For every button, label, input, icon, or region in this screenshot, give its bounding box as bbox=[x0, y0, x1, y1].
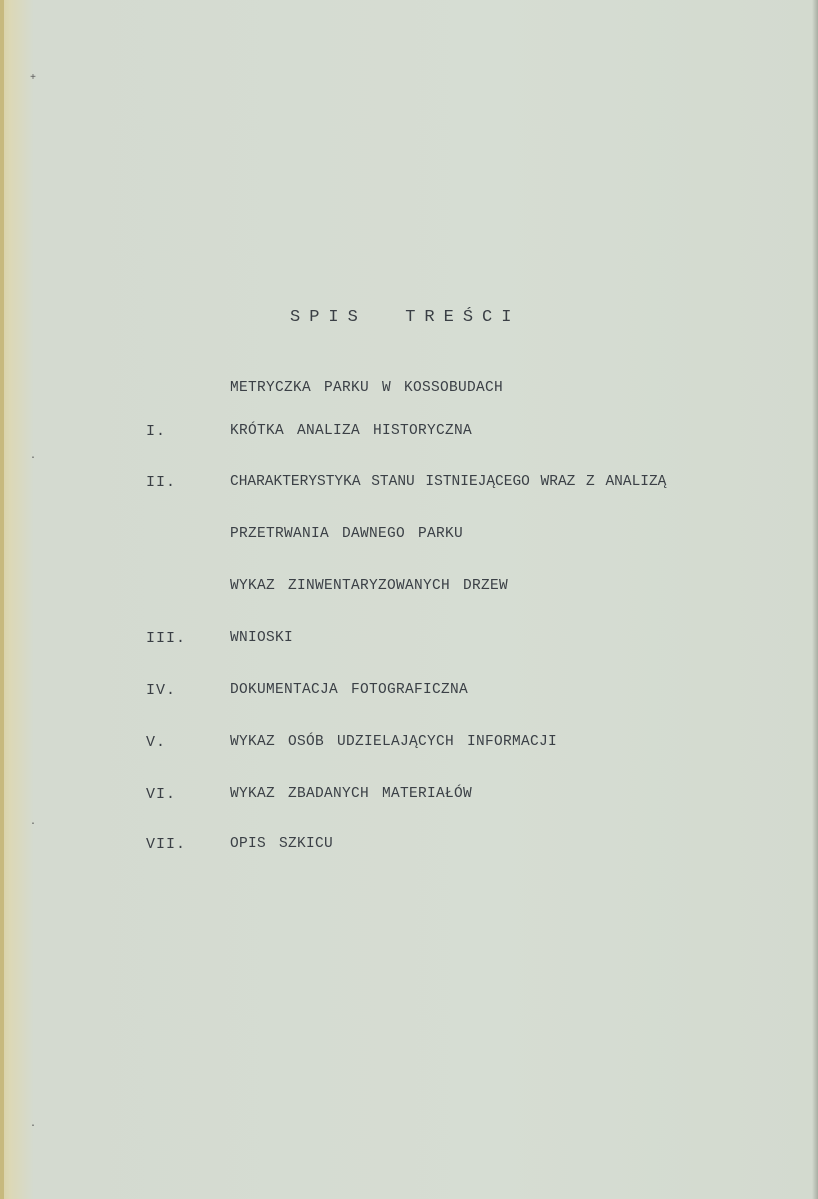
punch-mark: · bbox=[30, 1121, 37, 1132]
toc-entry bbox=[0, 578, 818, 604]
toc-number: II. bbox=[146, 474, 177, 491]
toc-number: IV. bbox=[146, 682, 177, 699]
toc-number: I. bbox=[146, 423, 167, 440]
toc-entry bbox=[0, 786, 818, 812]
toc-text: OPIS SZKICU bbox=[230, 836, 334, 852]
toc-text: PRZETRWANIA DAWNEGO PARKU bbox=[230, 526, 464, 542]
punch-mark: · bbox=[30, 453, 37, 464]
toc-number: V. bbox=[146, 734, 167, 751]
toc-entry bbox=[0, 380, 818, 406]
toc-text: METRYCZKA PARKU W KOSSOBUDACH bbox=[230, 380, 504, 396]
toc-text: CHARAKTERYSTYKA STANU ISTNIEJĄCEGO WRAZ Z ANALIZĄ bbox=[230, 474, 667, 490]
toc-text: KRÓTKA ANALIZA HISTORYCZNA bbox=[230, 423, 473, 439]
toc-text: DOKUMENTACJA FOTOGRAFICZNA bbox=[230, 682, 469, 698]
punch-mark: · bbox=[30, 819, 37, 830]
toc-number: VII. bbox=[146, 836, 187, 853]
toc-text: WYKAZ OSÓB UDZIELAJĄCYCH INFORMACJI bbox=[230, 734, 558, 750]
toc-entry bbox=[0, 836, 818, 862]
toc-text: WYKAZ ZINWENTARYZOWANYCH DRZEW bbox=[230, 578, 509, 594]
toc-entry bbox=[0, 682, 818, 708]
toc-number: III. bbox=[146, 630, 187, 647]
toc-text: WYKAZ ZBADANYCH MATERIAŁÓW bbox=[230, 786, 473, 802]
toc-entry bbox=[0, 423, 818, 449]
toc-number: VI. bbox=[146, 786, 177, 803]
toc-entry bbox=[0, 526, 818, 552]
page-title: SPIS TREŚCI bbox=[290, 308, 521, 327]
toc-text: WNIOSKI bbox=[230, 630, 294, 646]
punch-mark: + bbox=[30, 73, 37, 84]
toc-entry bbox=[0, 474, 818, 500]
toc-entry bbox=[0, 630, 818, 656]
toc-entry bbox=[0, 734, 818, 760]
